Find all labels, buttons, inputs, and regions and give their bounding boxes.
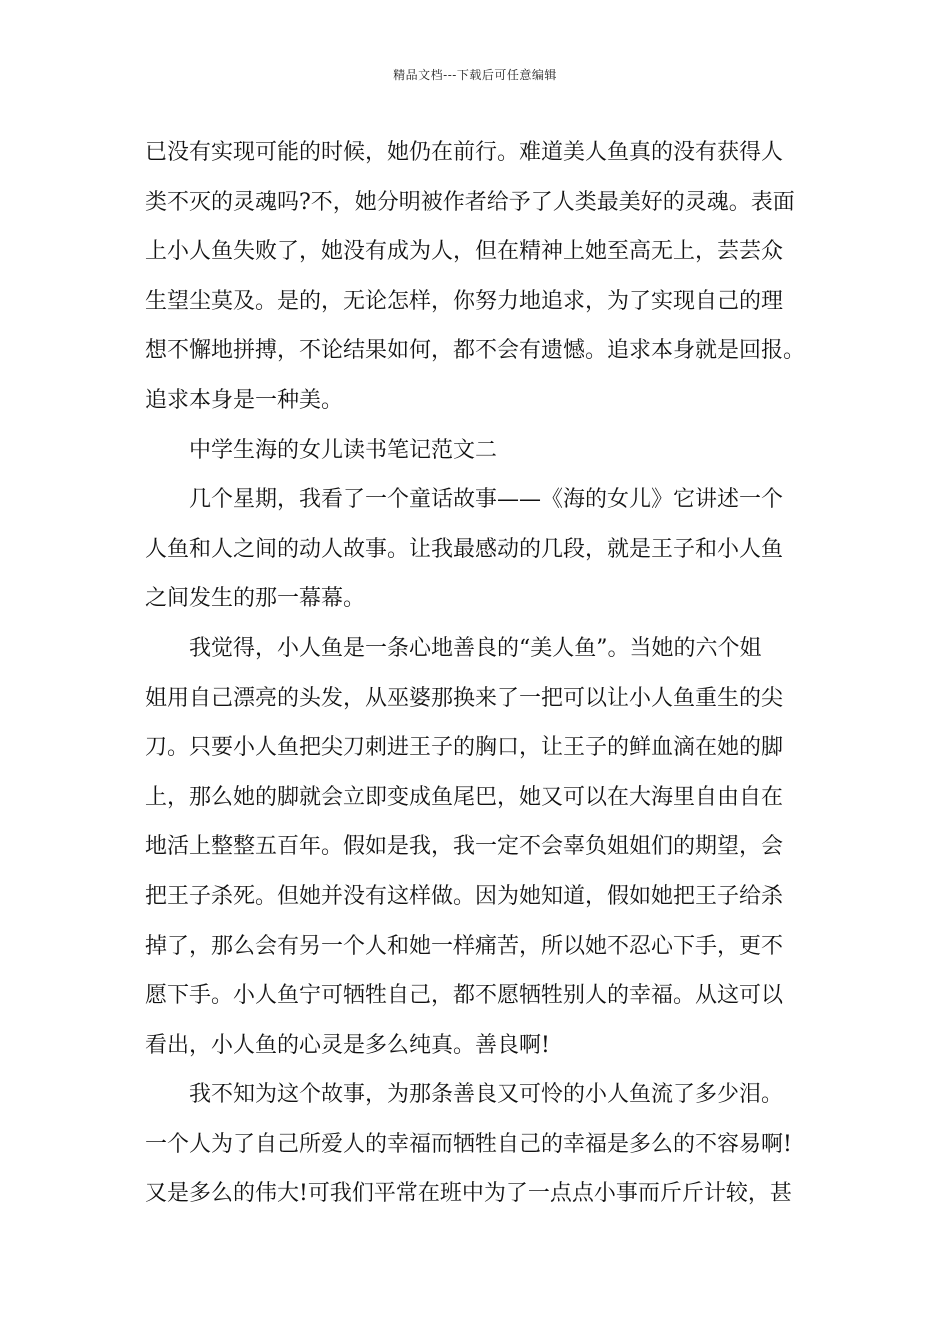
- text-line: 我觉得，小人鱼是一条心地善良的“美人鱼”。当她的六个姐: [145, 635, 762, 661]
- text-line: 追求本身是一种美。: [145, 387, 344, 413]
- document-body: [145, 128, 825, 1219]
- text-line: 生望尘莫及。是的，无论怎样，你努力地追求，为了实现自己的理: [145, 288, 784, 314]
- text-line: 几个星期，我看了一个童话故事——《海的女儿》它讲述一个: [145, 487, 784, 513]
- text-line: 姐用自己漂亮的头发，从巫婆那换来了一把可以让小人鱼重生的尖: [145, 685, 784, 711]
- text-line: 看出，小人鱼的心灵是多么纯真。善良啊!: [145, 1032, 550, 1058]
- text-line: 人鱼和人之间的动人故事。让我最感动的几段，就是王子和小人鱼: [145, 536, 784, 562]
- text-line: 又是多么的伟大!可我们平常在班中为了一点点小事而斤斤计较，甚: [145, 1181, 792, 1207]
- text-line: 一个人为了自己所爱人的幸福而牺牲自己的幸福是多么的不容易啊!: [145, 1131, 792, 1157]
- text-line: 刀。只要小人鱼把尖刀刺进王子的胸口，让王子的鲜血滴在她的脚: [145, 735, 784, 761]
- text-line: 上小人鱼失败了，她没有成为人，但在精神上她至高无上，芸芸众: [145, 239, 784, 265]
- text-line: 我不知为这个故事，为那条善良又可怜的小人鱼流了多少泪。: [145, 1082, 784, 1108]
- text-line: 上，那么她的脚就会立即变成鱼尾巴，她又可以在大海里自由自在: [145, 784, 784, 810]
- section-heading: 中学生海的女儿读书笔记范文二: [145, 437, 498, 463]
- text-line: 想不懈地拼搏，不论结果如何，都不会有遗憾。追求本身就是回报。: [145, 338, 806, 364]
- text-line: 掉了，那么会有另一个人和她一样痛苦，所以她不忍心下手，更不: [145, 933, 784, 959]
- text-line: 把王子杀死。但她并没有这样做。因为她知道，假如她把王子给杀: [145, 883, 784, 909]
- page-header: 精品文档---下载后可任意编辑: [393, 68, 557, 82]
- text-line: 地活上整整五百年。假如是我，我一定不会辜负姐姐们的期望，会: [145, 834, 784, 860]
- text-line: 类不灭的灵魂吗?不，她分明被作者给予了人类最美好的灵魂。表面: [145, 189, 795, 215]
- text-line: 已没有实现可能的时候，她仍在前行。难道美人鱼真的没有获得人: [145, 140, 784, 165]
- text-line: 愿下手。小人鱼宁可牺牲自己，都不愿牺牲别人的幸福。从这可以: [145, 983, 784, 1009]
- text-line: 之间发生的那一幕幕。: [145, 586, 366, 612]
